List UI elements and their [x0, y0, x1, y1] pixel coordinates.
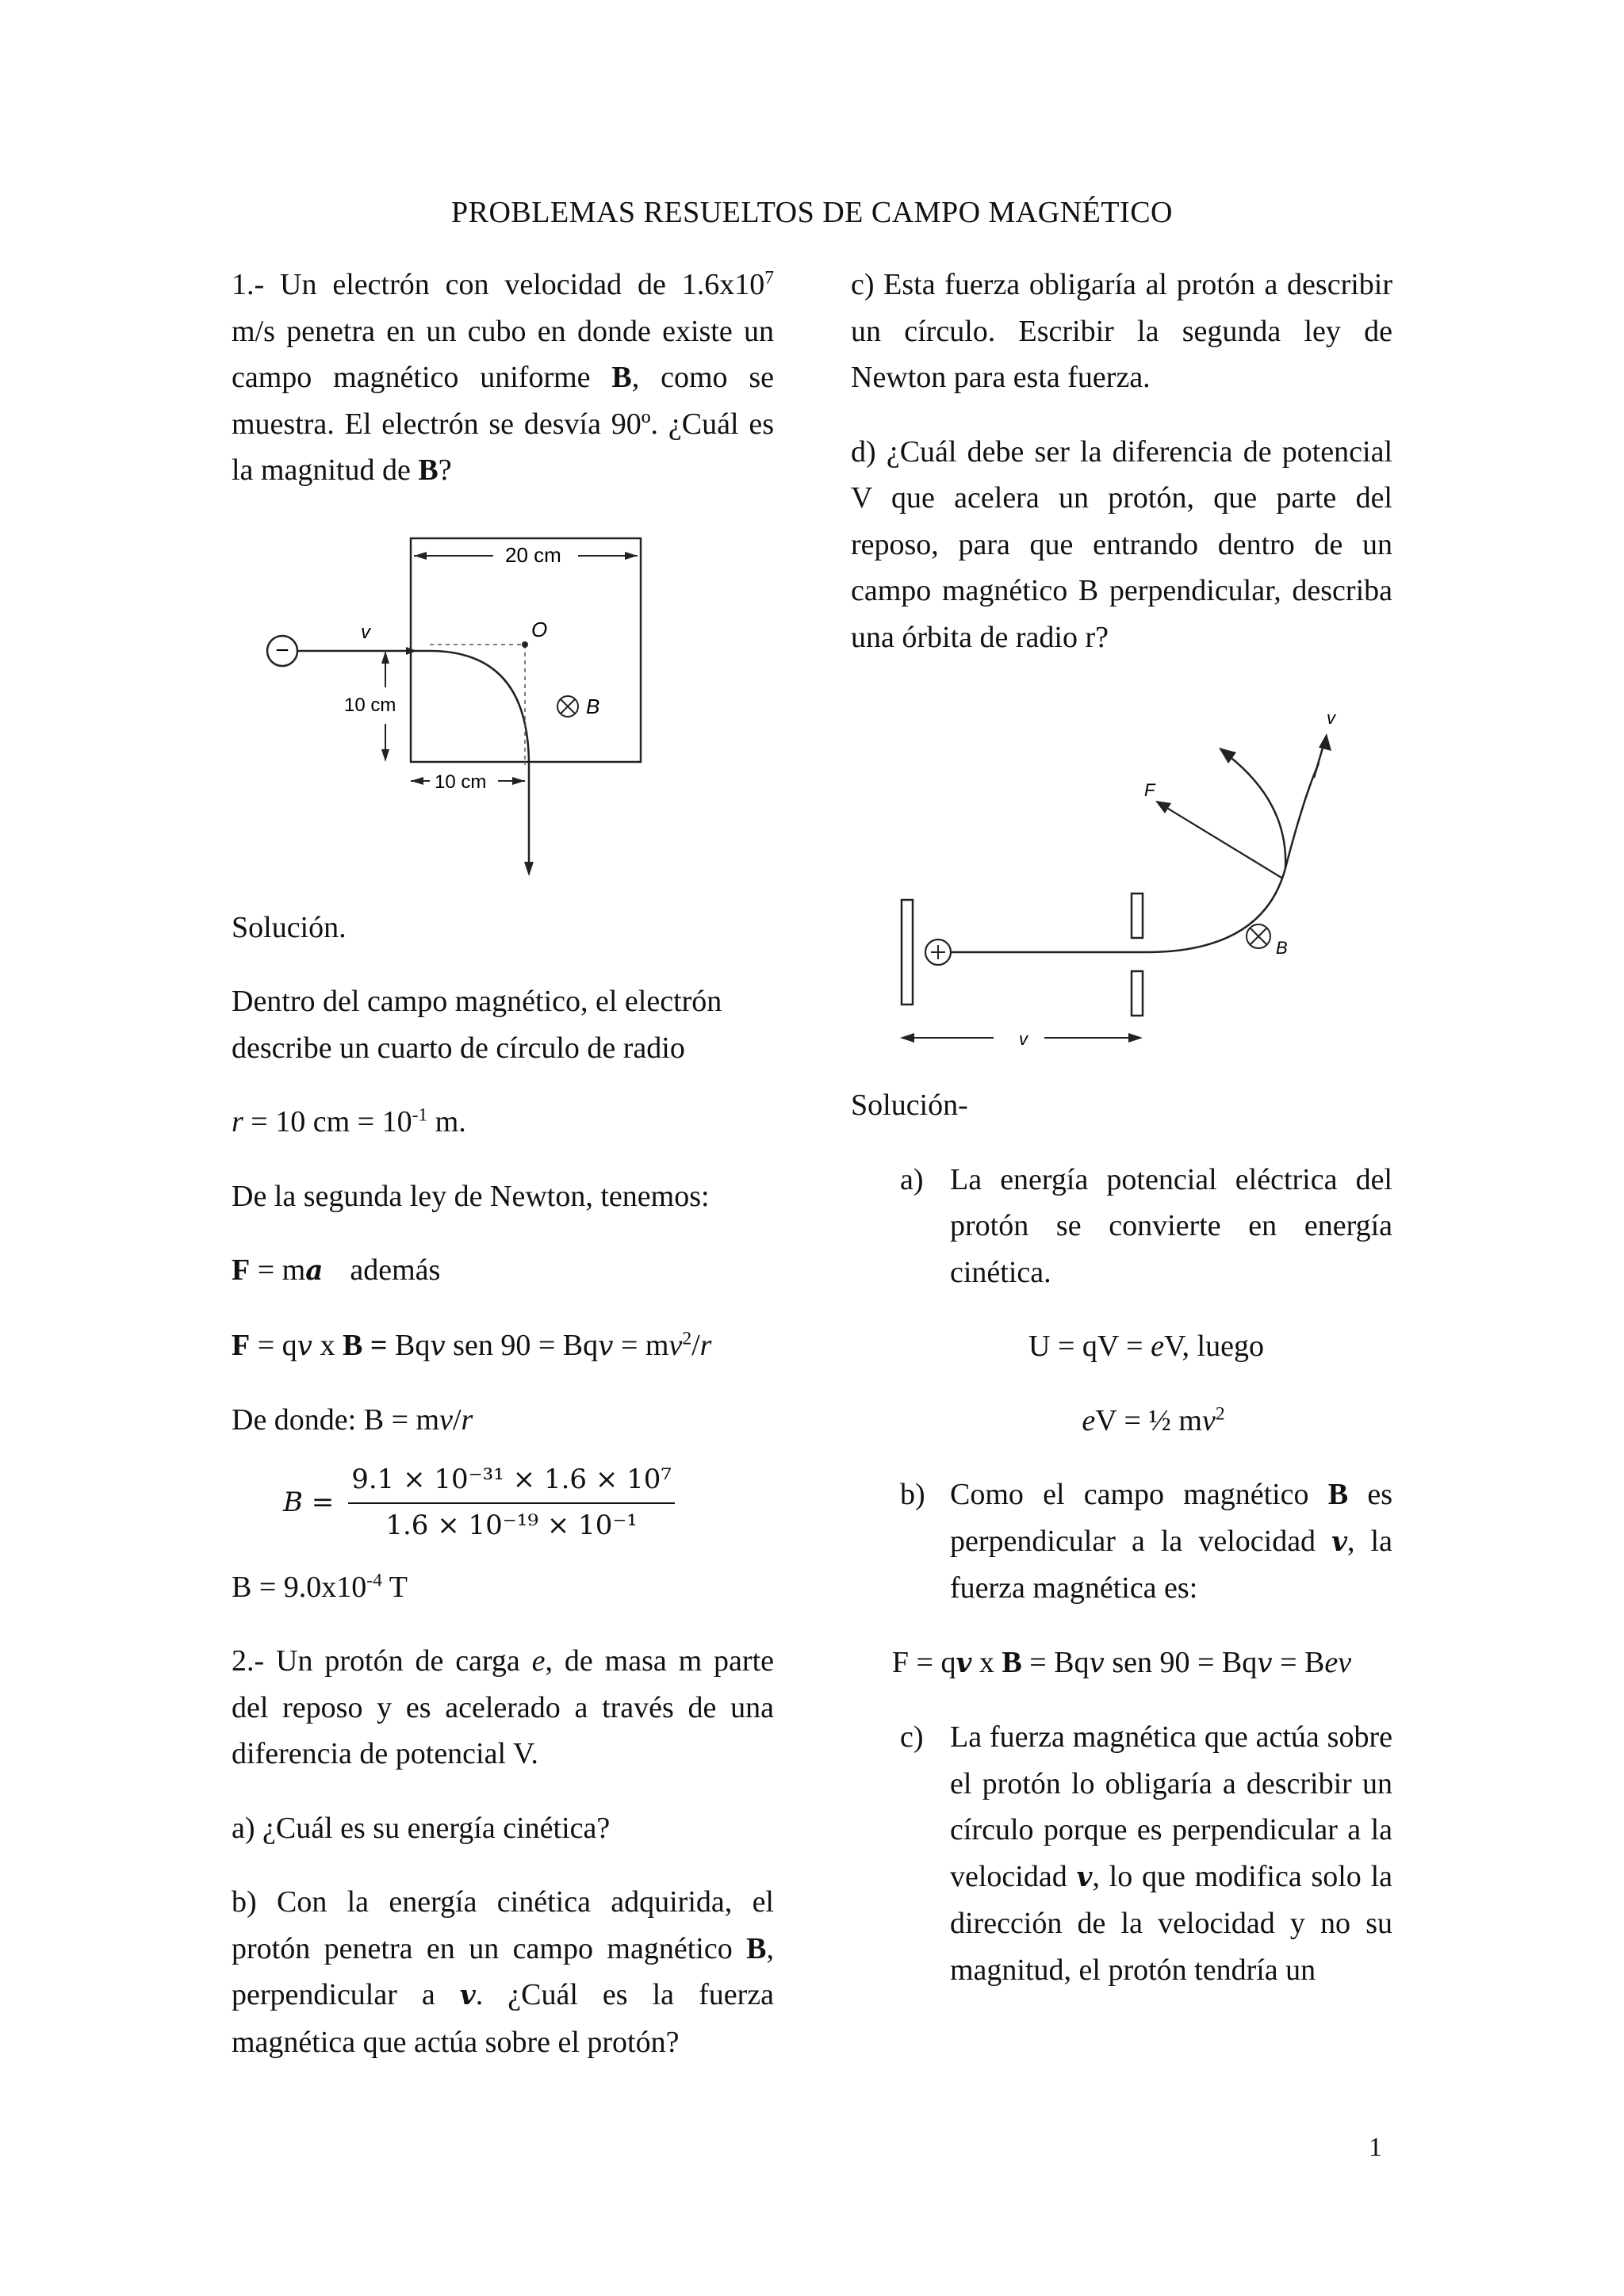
solution-heading-1: Solución. — [232, 910, 347, 944]
equation-U: U = qV = eV, luego — [1028, 1330, 1264, 1363]
label-B: B — [586, 694, 600, 718]
solution-item-a: a) La energía potencial eléctrica del protón se convierte en energía cinética. — [900, 1162, 1392, 1289]
page-title: PROBLEMAS RESUELTOS DE CAMPO MAGNÉTICO — [450, 196, 1173, 229]
question-a: a) ¿Cuál es su energía cinética? — [232, 1811, 611, 1845]
formula-denominator: 1.6 × 10⁻¹⁹ × 10⁻¹ — [385, 1509, 638, 1541]
solution-item-b: b) Como el campo magnético B es perpendicular a la velocidad v, la fuerza magnética es: — [900, 1478, 1392, 1605]
solution-text-1: Dentro del campo magnético, el electrón describe un cuarto de círculo de radio — [232, 985, 722, 1065]
formula-B-fraction: B = $\frac{\text{9.1 × 10⁻³¹ × 1.6 × 10⁷}}{\text{1.6 × 10⁻¹⁹ × 10⁻¹}}$ — [184, 1461, 774, 1544]
solution-item-c: c) La fuerza magnética que actúa sobre el protón lo obligaría a describir un círculo porque es perpendicular a la velocidad v, lo que modifica solo la dirección de la velocidad y no su magnitud, el protón tendría un — [900, 1720, 1392, 1987]
left-column — [232, 262, 774, 2065]
label-v-top: v — [1327, 708, 1335, 728]
label-20cm: 20 cm — [505, 542, 561, 567]
label-10cm-vertical: 10 cm — [344, 694, 396, 716]
slit-plate-bottom — [1132, 971, 1143, 1016]
equation-F-qvB: F = qv x B = Bqv sen 90 = Bqv = $mv^2/r$ — [232, 1327, 712, 1362]
newton-text: De la segunda ley de Newton, tenemos: — [232, 1179, 710, 1213]
figure-electron-cube — [232, 527, 774, 876]
question-c: c) Esta fuerza obligaría al protón a describir un círculo. Escribir la segunda ley de Newton para esta fuerza. — [851, 268, 1392, 394]
question-b: b) Con la energía cinética adquirida, el protón penetra en un campo magnético B, perpendicular a v. ¿Cuál es la fuerza magnética que actúa sobre el protón? — [232, 1885, 774, 2059]
slit-plate-top — [1132, 894, 1143, 938]
label-O: O — [531, 617, 548, 641]
result-B: $B = 9.0x10^{-4}$ T — [232, 1569, 408, 1604]
solution-heading-2: Solución- — [851, 1089, 968, 1122]
page-number: 1 — [1369, 2133, 1382, 2162]
electron-trajectory — [416, 651, 529, 867]
figure-proton-field — [851, 684, 1392, 1065]
label-B: B — [1276, 938, 1288, 958]
problem-1-statement: 1.- Un electrón con velocidad de $1.6x10^7$ m/s penetra en un cubo en donde existe un campo magnético uniforme B, como se muestra. El electrón se desvía 90º. ¿Cuál es la magnitud de B? — [232, 267, 774, 487]
radius-equation: r = 10 cm = $10^{-1}$ m. — [232, 1104, 466, 1138]
formula-numerator: 9.1 × 10⁻³¹ × 1.6 × 10⁷ — [348, 1461, 675, 1504]
label-v-bottom: v — [1019, 1029, 1028, 1049]
label-v: v — [361, 621, 370, 643]
equation-F-ma: F = ma además — [232, 1253, 441, 1287]
left-plate — [902, 900, 913, 1004]
problem-2-statement: 2.- Un protón de carga e, de masa m parte del reposo y es acelerado a través de una diferencia de potencial V. — [232, 1644, 774, 1770]
question-d: d) ¿Cuál debe ser la diferencia de potencial V que acelera un protón, que parte del reposo, para que entrando dentro de un campo magnético B perpendicular, describa una órbita de radio r? — [851, 434, 1392, 654]
label-10cm-bottom: 10 cm — [435, 771, 487, 793]
svg-text:−: − — [275, 637, 289, 664]
right-column — [851, 262, 1392, 1993]
equation-B-mv-r: De donde: B = mv/r — [232, 1403, 473, 1437]
equation-eV: eV = ½ $mv^2$ — [1082, 1402, 1225, 1437]
equation-F: F = qv x B = Bqv sen 90 = Bqv = Bev — [891, 1645, 1352, 1679]
center-O — [522, 641, 528, 648]
label-F: F — [1144, 780, 1155, 800]
